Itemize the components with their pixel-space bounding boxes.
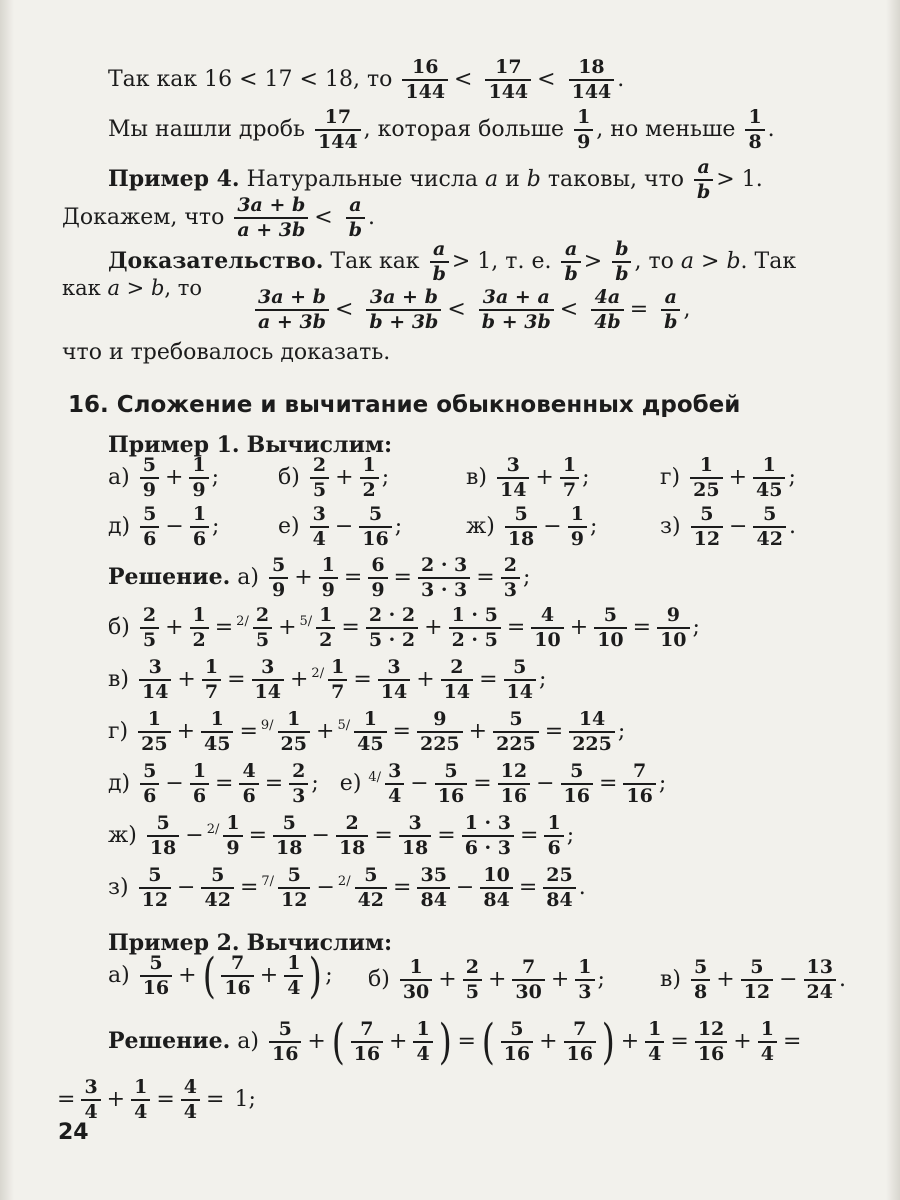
text: и bbox=[505, 167, 520, 192]
solution-b: б) $\frac{2}{5}$ + $\frac{1}{2}$ = $^{2/}$ $\frac{2}{5}$ + $^{5/}$ $\frac{1}{2}$ = $\frac{2 \cdot 2}{5 \cdot 2}$ + $\frac{1 \cdot 5}{2 \cdot 5}$ = $\frac{4}{10}$ + $\frac{5}{10}$ = $\frac{9}{10}$ ; bbox=[108, 604, 700, 651]
example-label: Пример 4. bbox=[108, 166, 240, 192]
text: , но меньше bbox=[596, 117, 736, 142]
example-2-a: а) $\frac{5}{16}$ + ( $\frac{7}{16}$ + $\frac{1}{4}$ ) ; bbox=[108, 948, 333, 1004]
solution-v: в) $\frac{3}{14}$ + $\frac{1}{7}$ = $\frac{3}{14}$ + $^{2/}$ $\frac{1}{7}$ = $\frac{3}{14}$ + $\frac{2}{14}$ = $\frac{5}{14}$ ; bbox=[108, 656, 547, 703]
exercise-d: д) $\frac{5}{6}$ − $\frac{1}{6}$ ; bbox=[108, 503, 220, 550]
solution-d-e: д) $\frac{5}{6}$ − $\frac{1}{6}$ = $\frac{4}{6}$ = $\frac{2}{3}$ ; е) $^{4/}$ $\frac{3}{4}$ − $\frac{5}{16}$ = $\frac{12}{16}$ − $\frac{5}{16}$ = $\frac{7}{16}$ ; bbox=[108, 760, 667, 807]
text: Докажем, что bbox=[62, 205, 225, 230]
solution-2-a-cont: = $\frac{3}{4}$ + $\frac{1}{4}$ = $\frac{4}{4}$ = 1; bbox=[57, 1076, 256, 1123]
example-label: Пример 2. bbox=[108, 930, 240, 956]
proof-line: Доказательство. Так как $\frac{a}{b}$ > 1, т. е. $\frac{a}{b}$ > $\frac{b}{b}$ , то a > b. Так bbox=[108, 238, 797, 285]
text: Вычислим: bbox=[246, 930, 393, 956]
text: таковы, что bbox=[547, 167, 684, 192]
page-number: 24 bbox=[58, 1120, 89, 1145]
exercise-e: е) $\frac{3}{4}$ − $\frac{5}{16}$ ; bbox=[278, 503, 403, 550]
text: Так как bbox=[330, 249, 420, 274]
exercise-b: б) $\frac{2}{5}$ + $\frac{1}{2}$ ; bbox=[278, 454, 390, 501]
proof-label: Доказательство. bbox=[108, 248, 324, 274]
exercise-a: а) $\frac{5}{9}$ + $\frac{1}{9}$ ; bbox=[108, 454, 220, 501]
text: как bbox=[62, 276, 101, 300]
section-title: Сложение и вычитание обыкновенных дробей bbox=[116, 392, 741, 418]
text: , которая больше bbox=[363, 117, 565, 142]
text: Мы нашли дробь bbox=[108, 117, 305, 142]
example-2-v: в) $\frac{5}{8}$ + $\frac{5}{12}$ − $\frac{13}{24}$ . bbox=[660, 956, 846, 1003]
text: Натуральные числа bbox=[246, 167, 478, 192]
solution-label: Решение. bbox=[108, 564, 231, 590]
exercise-z: з) $\frac{5}{12}$ − $\frac{5}{42}$ . bbox=[660, 503, 796, 550]
solution-z: з) $\frac{5}{12}$ − $\frac{5}{42}$ = $^{7/}$ $\frac{5}{12}$ − $^{2/}$ $\frac{5}{42}$ = $\frac{35}{84}$ − $\frac{10}{84}$ = $\frac{25}{84}$ . bbox=[108, 864, 586, 911]
text: то bbox=[648, 249, 674, 274]
exercise-v: в) $\frac{3}{14}$ + $\frac{1}{7}$ ; bbox=[466, 454, 590, 501]
qed-line: что и требовалось доказать. bbox=[62, 340, 391, 365]
page-edge-left bbox=[0, 0, 14, 1200]
section-heading bbox=[68, 394, 740, 417]
proof-chain: $\frac{3a + b}{a + 3b}$ < $\frac{3a + b}{b + 3b}$ < $\frac{3a + a}{b + 3b}$ < $\frac{4a}{4b}$ = $\frac{a}{b}$ , bbox=[252, 288, 690, 332]
section-number: 16. bbox=[68, 392, 109, 418]
solution-a: Решение. а) $\frac{5}{9}$ + $\frac{1}{9}$ = $\frac{6}{9}$ = $\frac{2 \cdot 3}{3 \cdot 3}$ = $\frac{2}{3}$ ; bbox=[108, 554, 531, 601]
solution-zh: ж) $\frac{5}{18}$ − $^{2/}$ $\frac{1}{9}$ = $\frac{5}{18}$ − $\frac{2}{18}$ = $\frac{3}{18}$ = $\frac{1 \cdot 3}{6 \cdot 3}$ = $\frac{1}{6}$ ; bbox=[108, 812, 575, 859]
intro-line-2: Мы нашли дробь $\frac{17}{144}$ , которая больше $\frac{1}{9}$ , но меньше $\frac{1}{8}$ . bbox=[108, 106, 775, 153]
proof-line-2: как a > b, то bbox=[62, 276, 203, 300]
exercise-g: г) $\frac{1}{25}$ + $\frac{1}{45}$ ; bbox=[660, 454, 796, 501]
text: то bbox=[177, 276, 203, 300]
text: Так как 16 < 17 < 18, то bbox=[108, 67, 393, 92]
page-edge-right bbox=[886, 0, 900, 1200]
example-label: Пример 1. bbox=[108, 432, 240, 458]
exercise-zh: ж) $\frac{5}{18}$ − $\frac{1}{9}$ ; bbox=[466, 503, 598, 550]
text: Так bbox=[754, 249, 797, 274]
example-2-b: б) $\frac{1}{30}$ + $\frac{2}{5}$ + $\frac{7}{30}$ + $\frac{1}{3}$ ; bbox=[368, 956, 605, 1003]
solution-label: Решение. bbox=[108, 1028, 231, 1054]
text: т. е. bbox=[505, 249, 552, 274]
text: Вычислим: bbox=[246, 432, 393, 458]
example-4-line: Пример 4. Натуральные числа a и b таковы, что $\frac{a}{b}$ > 1. bbox=[108, 156, 763, 203]
intro-line-1: Так как 16 < 17 < 18, то $\frac{16}{144}$ < $\frac{17}{144}$ < $\frac{18}{144}$ . bbox=[108, 56, 625, 103]
prove-line: Докажем, что $\frac{3a + b}{a + 3b}$ < $\frac{a}{b}$ . bbox=[62, 194, 376, 241]
solution-g: г) $\frac{1}{25}$ + $\frac{1}{45}$ = $^{9/}$ $\frac{1}{25}$ + $^{5/}$ $\frac{1}{45}$ = $\frac{9}{225}$ + $\frac{5}{225}$ = $\frac{14}{225}$ ; bbox=[108, 708, 626, 755]
solution-2-a: Решение. а) $\frac{5}{16}$ + ( $\frac{7}{16}$ + $\frac{1}{4}$ ) = ( $\frac{5}{16}$ + $\frac{7}{16}$ ) + $\frac{1}{4}$ = $\frac{12}{16}$ + $\frac{1}{4}$ = bbox=[108, 1014, 802, 1070]
